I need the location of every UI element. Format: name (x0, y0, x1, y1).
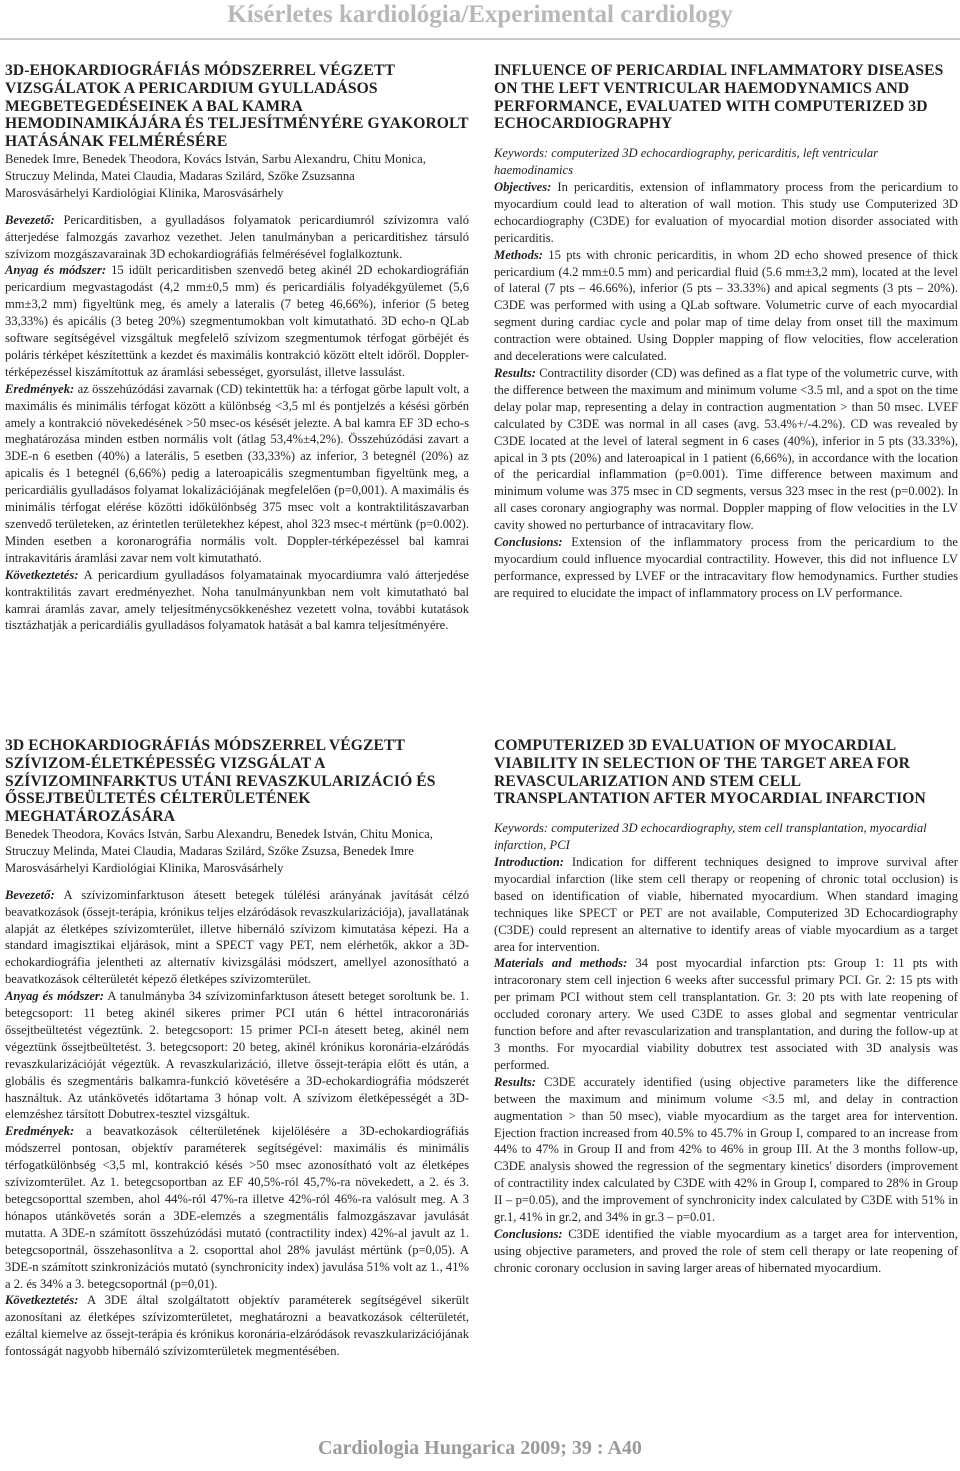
abstract-4-results: Results: C3DE accurately identified (using objective parameters like the difference between the maximum and minimum volume <3.5 ml, and delay in contraction augmentation > than 50 msec), viable myocardium as the target area for intervention. Ejection fraction increased from 40.5% to 45.7% in Group I, compared to an increase from 44% to 47% in Group II and from 42% to 46% in group III. At the 3 months follow-up, C3DE analysis showed the regression of the segmentary kinetics' disorders (improvement of contractility index calculated by C3DE with 42% in Group I, compared to 28% in Group II – p=0.05), and the improvement of synchronicity index calculated by C3DE with 51% in gr.1, 41% in gr.2, and 34% in gr.3 – p=0.01. (494, 1074, 958, 1225)
abstract-2-methods: Methods: 15 pts with chronic pericarditis, in whom 2D echo showed presence of thick pericardium (4.2 mm±0.5 mm) and pericardial fluid (5.6 mm±3,2 mm), located at the level of lateral (7 pts – 46.66%), inferior (5 pts – 33.33%) and apical segments (3 pts – 20%). C3DE was performed with using a QLab software. Volumetric curve of each myocardial segment during cardiac cycle and polar map of time delay from onset till the maximum contraction were obtained. Using Doppler mapping of flow velocities, flow acceleration and decelerations were calculated. (494, 247, 958, 364)
abstract-4-keywords: Keywords: computerized 3D echocardiography, stem cell transplantation, myocardial infarction, PCI (494, 821, 927, 853)
abstract-4 (494, 737, 958, 1277)
abstract-2-keywords: Keywords: computerized 3D echocardiography, pericarditis, left ventricular haemodinamics (494, 146, 879, 178)
abstract-2-results: Results: Contractility disorder (CD) was defined as a flat type of the volumetric curve, with the difference between the maximum and minimum volume <3.5 ml, and a spot on the time delay polar map, representing a delay in contraction augmentation > than 50 msec. LVEF calculated by C3DE was normal in all cases (avg. 53.4%+/-4.2%). CD was revealed by C3DE located at the level of lateral segment in 6 cases (40%), inferior in 5 pts (33.33%), apical in 3 pts (20%) and lateroapical in 1 patient (6,66%), in accordance with the location of the pericardial inflammation (p=0.001). Time difference between maximum and minimum volume was 375 msec in CD segments, versus 323 msec in the rest (p=0.002). In all cases coronary angiography was normal. Doppler mapping of flow velocities in the LV cavity showed no perturbance of intracavitary flow. (494, 365, 958, 533)
abstract-3-introduction: Bevezető: A szívizominfarktuson átesett betegek túlélési arányának javítását célzó beavatkozások (őssejt-terápia, krónikus teljes elzáródások revaszkularizációja), javallatának alapját az életképes szívizomterület, illetve hibernáló szívizom kimutatása képezi. Ha a standard imagisztikai eljárások, mint a SPECT vagy PET, nem elérhetők, akkor a 3D-echokardiográfia jelentheti az alternatív kivizsgálási módszert, amellyel azonosítható a beavatkozások célterületét képező életképes szívizomterület. (5, 887, 469, 987)
abstract-2 (494, 62, 958, 602)
abstract-3-title: 3D ECHOKARDIOGRÁFIÁS MÓDSZERREL VÉGZETT SZÍVIZOM-ÉLETKÉPESSÉG VIZSGÁLAT A SZÍVIZOMINFARKTUS UTÁNI REVASZKULARIZÁCIÓ ÉS ŐSSEJTBEÜLTETÉS CÉLTERÜLETÉNEK MEGHATÁROZÁSÁRA (5, 737, 436, 826)
abstract-1 (5, 62, 469, 634)
abstract-4-methods: Materials and methods: 34 post myocardial infarction pts: Group 1: 11 pts with intracoronary stem cell injection 6 weeks after successful primary PCI. Gr. 2: 15 pts with per primam PCI without stem cell transplantation. Gr. 3: 20 pts with late reopening of occluded coronary artery. We used C3DE to asses global and segmentar ventricular function before and after revascularization and transplantation, and during the follow-up at 3 months. For myocardial viability dobutrex test associated with 3D analysis was performed. (494, 956, 959, 1072)
abstract-3-affiliation: Marosvásárhelyi Kardiológiai Klinika, Marosvásárhely (5, 860, 284, 875)
abstract-3 (5, 737, 469, 1360)
abstract-1-title: 3D-EHOKARDIOGRÁFIÁS MÓDSZERREL VÉGZETT VIZSGÁLATOK A PERICARDIUM GYULLADÁSOS MEGBETEGEDÉSEINEK A BAL KAMRA HEMODINAMIKÁJÁRA ÉS TELJESÍTMÉNYÉRE GYAKOROLT HATÁSÁNAK FELMÉRÉSÉRE (5, 62, 469, 151)
abstract-1-results: Eredmények: az összehúzódási zavarnak (CD) tekintettük ha: a térfogat görbe lapult volt, a maximális és minimális térfogat között a különbség <3,5 ml és pontjelzés a késési görbén amely a kontrakció növekedésének >50 msec-os késését jelezte. A bal kamra EF 3D echo-s meghatározása minden estben normális volt (átlag 53,4%±4,2%). Összehúzódási zavart a 3DE-n 6 esetben (40%) a laterális, 5 esetben (33,33%) az inferior, 3 betegnél (20%) az apicalis és 1 betegnél (6,66%) pedig a lateroapicális szegmentumban figyeltünk meg, a pericardiális gyulladásos folyamat lokalizációjának megfelelően (p=0,001). A maximális és minimális térfogat elérése közötti időkülönbség 375 msec volt a kontraktilitászavarban szenvedő területeken, az érintetlen területekhez képest, ahol 323 msec-t mértünk (p=0.002). Minden esetben a koronarográfia normális volt. Doppler-térképezéssel bal kamrai intrakavitáris áramlási zavar nem volt kimutatható. (5, 381, 469, 565)
abstract-3-results: Eredmények: a beavatkozások célterületének kijelölésére a 3D-echokardiográfiás módszerrel pontosan, objektív paraméterek segítségével: maximális és minimális térfogatkülönbség <3,5 ml, kontrakció késés >50 msec azonosítható volt az életképes szívizomterület. Az 1. betegcsoportban az EF 40,5%-ról 45,7%-ra növekedett, a 2. és 3. betegcsoporttal szemben, ahol 44%-ról 47%-ra illetve 42%-ról 46%-ra valósult meg. A 3 hónapos utánkövetés során a 3DE-elemzés a szegmentális falmozgászavar javulását mutatta. A 3DE-n számított összehúzódási mutató (contractility index) 42%-al javult az 1. betegcsoportnál, összehasonlítva a 2. csoporttal ahol 28% javulást mértünk (p=0,05). A 3DE-n számított szinkronizációs mutató (synchronicity index) javulása 51% volt az 1., 41% a 2. és 34% a 3. betegcsoportnál (p=0,01). (5, 1124, 469, 1291)
abstract-4-conclusions: Conclusions: C3DE identified the viable myocardium as a target area for intervention, using objective parameters, and proved the role of stem cell therapy or late reopening of chronic coronary occlusion in saving larger areas of hibernated myocardium. (494, 1226, 958, 1275)
abstract-1-methods: Anyag és módszer: 15 idült pericarditisben szenvedő beteg akinél 2D echokardiográfián pericardium megvastagodást (4,2 mm±0,5 mm) és pericardiális folyadékgyülemet (5,6 mm±3,2 mm) figyeltünk meg, és amely a lateralis (7 beteg 46,66%), inferior (5 beteg 33,33%) és apicális (3 beteg 20%) szegmentumokban volt kimutatható. 3D echo-n QLab software segítségével vizsgáltuk megfelelő szívizom szegmentumok térfogat görbéjét és poláris térképet készítettünk a kezdet és maximális kontrakció között eltelt időről. Doppler-térképezéssel kiszámítottuk az áramlási sebességet, gyorsulást, illetve lassulást. (5, 263, 469, 379)
abstract-1-affiliation: Marosvásárhelyi Kardiológiai Klinika, Marosvásárhely (5, 185, 284, 200)
journal-section-header: Kísérletes kardiológia/Experimental cardiology (227, 1, 733, 28)
abstract-1-authors: Benedek Imre, Benedek Theodora, Kovács István, Sarbu Alexandru, Chitu Monica, Struczuy Melinda, Matei Claudia, Madaras Szilárd, Szőke Zsuzsanna (5, 151, 426, 183)
abstract-2-conclusions: Conclusions: Extension of the inflammatory process from the pericardium to the myocardium could influence myocardial contractility. However, this did not influence LV performance, expressed by LVEF or the intracavitary flow hemodynamics. Further studies are required to elucidate the impact of inflammatory process on LV performance. (494, 535, 958, 600)
page-footer: Cardiologia Hungarica 2009; 39 : A40 (318, 1437, 642, 1459)
abstract-4-title: COMPUTERIZED 3D EVALUATION OF MYOCARDIAL VIABILITY IN SELECTION OF THE TARGET AREA FOR REVASCULARIZATION AND STEM CELL TRANSPLANTATION AFTER MYOCARDIAL INFARCTION (494, 737, 926, 808)
abstract-2-objectives: Objectives: In pericarditis, extension of inflammatory process from the pericardium to myocardium could lead to alteration of wall motion. This study use Computerized 3D echocardiography (C3DE) for evaluation of myocardial motion disorder associated with pericarditis. (494, 180, 958, 245)
abstract-1-conclusion: Következtetés: A pericardium gyulladásos folyamatainak myocardiumra való átterjedése kontraktilitás zavart eredményezhet. Noha tanulmányunkban nem volt kimutatható bal kamrai áramlás zavar, amely teljesítménycsökkenéshez vezetett volna, további kutatások tisztázhatják a pericardiális gyulladásos folyamatok hatását a bal kamra teljesítményére. (5, 567, 469, 633)
abstract-4-introduction: Introduction: Indication for different techniques designed to improve survival after myocardial infarction (like stem cell therapy or reopening of chronic total occlusion) is based on identification of viable, hibernated myocardium. When standard imaging techniques like SPECT or PET are not available, Computerized 3D Echocardiography (C3DE) could represent an alternative to identify areas of viable myocardium as a target area for intervention. (494, 855, 958, 954)
abstract-2-title: INFLUENCE OF PERICARDIAL INFLAMMATORY DISEASES ON THE LEFT VENTRICULAR HAEMODYNAMICS AND PERFORMANCE, EVALUATED WITH COMPUTERIZED 3D ECHOCARDIOGRAPHY (494, 62, 944, 133)
abstract-3-authors: Benedek Theodora, Kovács István, Sarbu Alexandru, Benedek István, Chitu Monica, Struczuy Melinda, Matei Claudia, Madaras Szilárd, Szőke Zsuzsa, Benedek Imre (5, 826, 433, 858)
abstract-3-methods: Anyag és módszer: A tanulmányba 34 szívizominfarktuson átesett beteget soroltunk be. 1. betegcsoport: 11 beteg akinél sikeres primer PCI után 6 héttel intracoronáriás őssejtbeültetést végeztünk. 2. betegcsoport: 15 primer PCI-n átesett beteg, akinél nem végeztünk őssejtbeültetést. 3. betegcsoport: 20 beteg, akinél krónikus koronária-elzáródás revaszkularizációját végeztük. A revaszkularizáció, illetve őssejt-terápia előtt és után, a globális és szegmentáris balkamra-funkció követésére a 3D-echokardiográfia módszerét használtuk. Az utánkövetés időtartama 3 hónap volt. A szívizom életképességét a 3D-elemzéshez társított Dobutrex-tesztel vizsgáltuk. (5, 989, 469, 1122)
abstract-3-conclusion: Következtetés: A 3DE által szolgáltatott objektív paraméterek segítségével sikerült azonosítani az életképes szívizomterületet, meghatározni a beavatkozások célterületét, ezáltal kiemelve az őssejt-terápia és krónikus koronária-elzáródások revaszkularizációjának fontosságát nagyobb hibernáló szívizomterületek megmentésében. (5, 1293, 469, 1359)
header-divider (0, 38, 960, 40)
abstract-1-introduction: Bevezető: Pericarditisben, a gyulladásos folyamatok pericardiumról szívizomra való átterjedése falmozgás zavarhoz vezethet. Jelen tanulmányban a pericarditishez társuló szívizom mozgászavarainak 3D echokardiográfiás felmérésével foglalkoztunk. (5, 212, 469, 261)
